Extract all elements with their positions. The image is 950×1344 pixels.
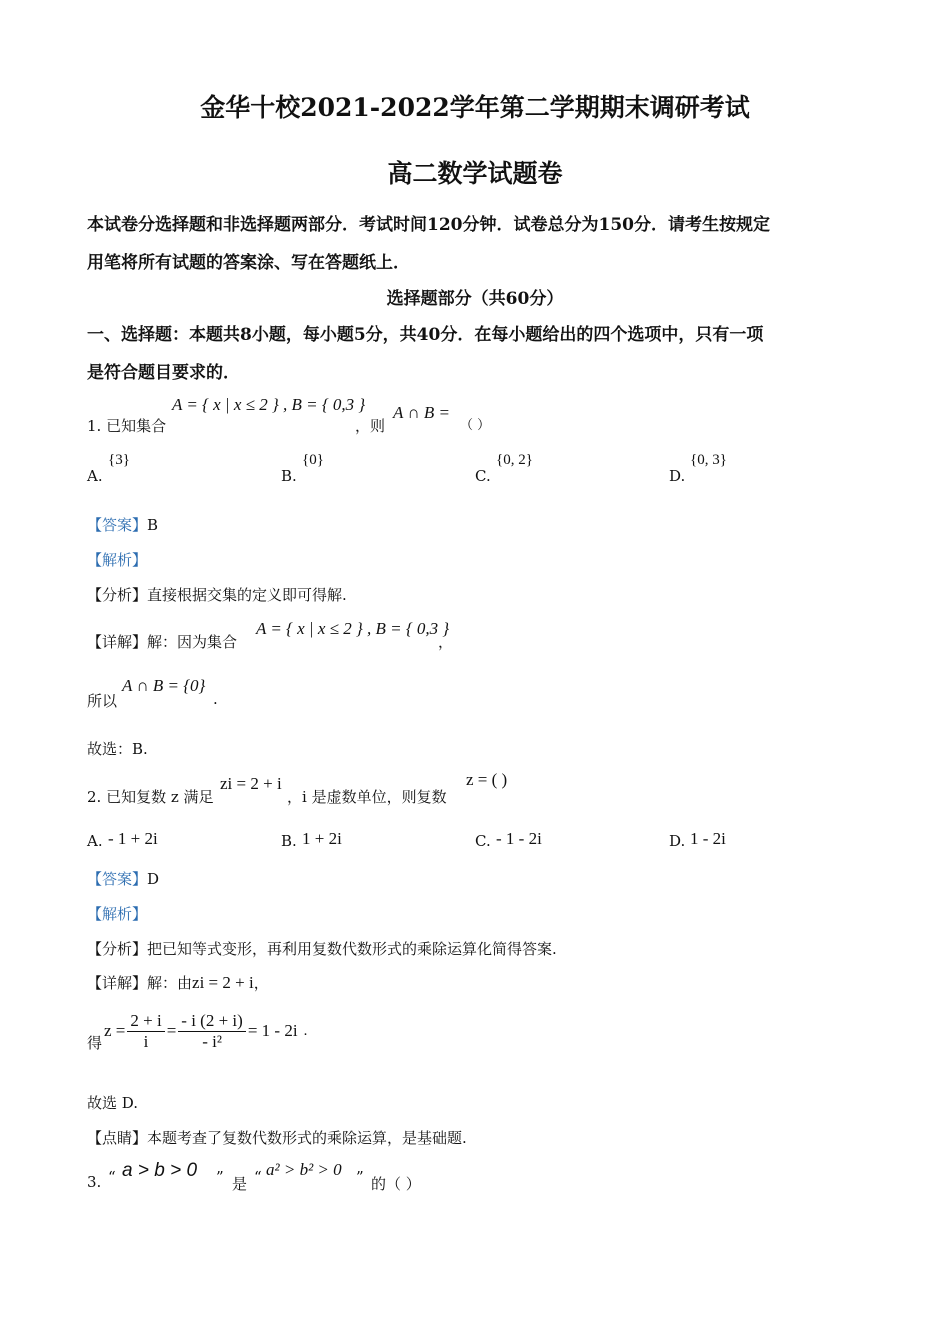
- q2-stem-prefix: 2. 已知复数 z 满足: [87, 788, 214, 806]
- q1-option-a-letter: A.: [87, 467, 103, 485]
- q1-detail-expression: A = { x | x ≤ 2 } , B = { 0,3 }: [256, 619, 450, 638]
- q2-fenxi-text: 把已知等式变形，再利用复数代数形式的乘除运算化简得答案.: [147, 940, 557, 958]
- q3-tail: 的（ ）: [371, 1175, 421, 1193]
- q2-equals-2: =: [166, 1021, 177, 1040]
- q3-open-quote-2: “: [254, 1168, 262, 1186]
- q1-paren: （ ）: [460, 418, 491, 433]
- q1-choose: 故选：B.: [87, 740, 148, 758]
- q1-set-expression: A = { x | x ≤ 2 } , B = { 0,3 }: [172, 395, 366, 414]
- q2-fraction-1-numerator: 2 + i: [127, 1011, 164, 1032]
- q1-detail-suffix: ，: [438, 633, 454, 651]
- q2-stem-ask: z = ( ): [466, 770, 508, 789]
- q1-detail-line: [87, 631, 237, 652]
- q2-detail-line: [87, 972, 269, 993]
- q1-stem-prefix: 1. 已知集合: [87, 417, 167, 435]
- q1-fenxi-line: [87, 584, 347, 605]
- q1-option-a-value: {3}: [108, 452, 130, 468]
- section-heading: 选择题部分（共60分）: [386, 289, 564, 309]
- q2-derivation-suffix: .: [303, 1022, 308, 1039]
- q1-option-b-value: {0}: [302, 452, 324, 468]
- q2-answer-value: D: [147, 870, 160, 888]
- q2-derivation-prefix: 得: [87, 1034, 103, 1052]
- q2-choose: 故选 D.: [87, 1094, 139, 1112]
- q1-option-d-value: {0, 3}: [690, 452, 727, 468]
- q3-number: 3.: [87, 1173, 102, 1191]
- q1-answer-value: B: [147, 516, 159, 534]
- q1-so-prefix: 所以: [87, 692, 118, 710]
- q2-result: = 1 - 2i: [247, 1021, 298, 1040]
- q2-fraction-2-numerator: - i (2 + i): [178, 1011, 246, 1032]
- q2-option-c-letter: C.: [475, 832, 491, 850]
- q2-detail-prefix: 解：由: [147, 974, 193, 992]
- q2-dianjing-tag: 【点睛】: [87, 1129, 148, 1147]
- q1-analysis-tag: 【解析】: [87, 551, 148, 569]
- q1-ask-expression: A ∩ B =: [393, 403, 450, 422]
- q2-z-equals: z =: [104, 1021, 126, 1040]
- q2-dianjing-text: 本题考查了复数代数形式的乘除运算，是基础题.: [147, 1129, 467, 1147]
- q2-answer-line: [87, 868, 159, 889]
- q2-option-b-letter: B.: [281, 832, 297, 850]
- exam-title: 金华十校2021-2022学年第二学期期末调研考试: [200, 93, 750, 122]
- q1-answer-line: [87, 514, 158, 535]
- q3-close-quote-2: ”: [356, 1168, 364, 1186]
- q2-stem-mid: ，i 是虚数单位，则复数: [287, 788, 447, 806]
- section-instruction-2: 是符合题目要求的．: [87, 363, 240, 383]
- q1-option-d-letter: D.: [669, 467, 686, 485]
- q2-detail-suffix: ，: [253, 974, 269, 992]
- q2-option-d-value: 1 - 2i: [690, 829, 726, 848]
- q2-stem-expression: zi = 2 + i: [220, 774, 282, 793]
- q1-option-c-letter: C.: [475, 467, 491, 485]
- q2-derivation: [104, 1004, 307, 1058]
- q1-so-suffix: .: [213, 690, 218, 708]
- q2-fenxi-line: [87, 938, 557, 959]
- q2-detail-tag: 【详解】: [87, 974, 148, 992]
- q1-detail-prefix: 解：因为集合: [147, 633, 238, 651]
- q1-so-expression: A ∩ B = {0}: [122, 676, 206, 695]
- q1-answer-tag: 【答案】: [87, 516, 148, 534]
- q1-fenxi-tag: 【分析】: [87, 586, 148, 604]
- q2-analysis-tag: 【解析】: [87, 905, 148, 923]
- q2-option-a-letter: A.: [87, 832, 103, 850]
- intro-line-1: 本试卷分选择题和非选择题两部分．考试时间120分钟．试卷总分为150分．请考生按规定: [87, 215, 770, 235]
- q1-stem-mid: ，则: [355, 417, 386, 435]
- q1-detail-tag: 【详解】: [87, 633, 148, 651]
- q1-fenxi-text: 直接根据交集的定义即可得解.: [147, 586, 347, 604]
- q2-fraction-2-denominator: - i²: [202, 1031, 222, 1051]
- q2-option-c-value: - 1 - 2i: [496, 829, 542, 848]
- q3-is-text: 是: [232, 1175, 248, 1193]
- q2-answer-tag: 【答案】: [87, 870, 148, 888]
- section-instruction-1: 一、选择题：本题共8小题，每小题5分，共40分．在每小题给出的四个选项中，只有一项: [87, 325, 764, 345]
- q3-open-quote-1: “: [108, 1168, 116, 1186]
- q1-option-c-value: {0, 2}: [496, 452, 533, 468]
- q2-option-d-letter: D.: [669, 832, 686, 850]
- q2-fraction-1: [127, 1011, 164, 1052]
- q2-option-b-value: 1 + 2i: [302, 829, 342, 848]
- exam-subtitle: 高二数学试题卷: [387, 159, 563, 188]
- q1-option-b-letter: B.: [281, 467, 297, 485]
- q3-expression-1: a > b > 0: [122, 1160, 198, 1181]
- q2-option-a-value: - 1 + 2i: [108, 829, 158, 848]
- q2-dianjing-line: [87, 1127, 467, 1148]
- q2-detail-expression: zi = 2 + i: [192, 973, 254, 992]
- q3-expression-2: a² > b² > 0: [266, 1160, 342, 1179]
- intro-line-2: 用笔将所有试题的答案涂、写在答题纸上．: [87, 253, 410, 273]
- q2-fraction-2: [178, 1011, 246, 1052]
- q2-fenxi-tag: 【分析】: [87, 940, 148, 958]
- q2-fraction-1-denominator: i: [143, 1031, 149, 1051]
- q3-close-quote-1: ”: [216, 1168, 224, 1186]
